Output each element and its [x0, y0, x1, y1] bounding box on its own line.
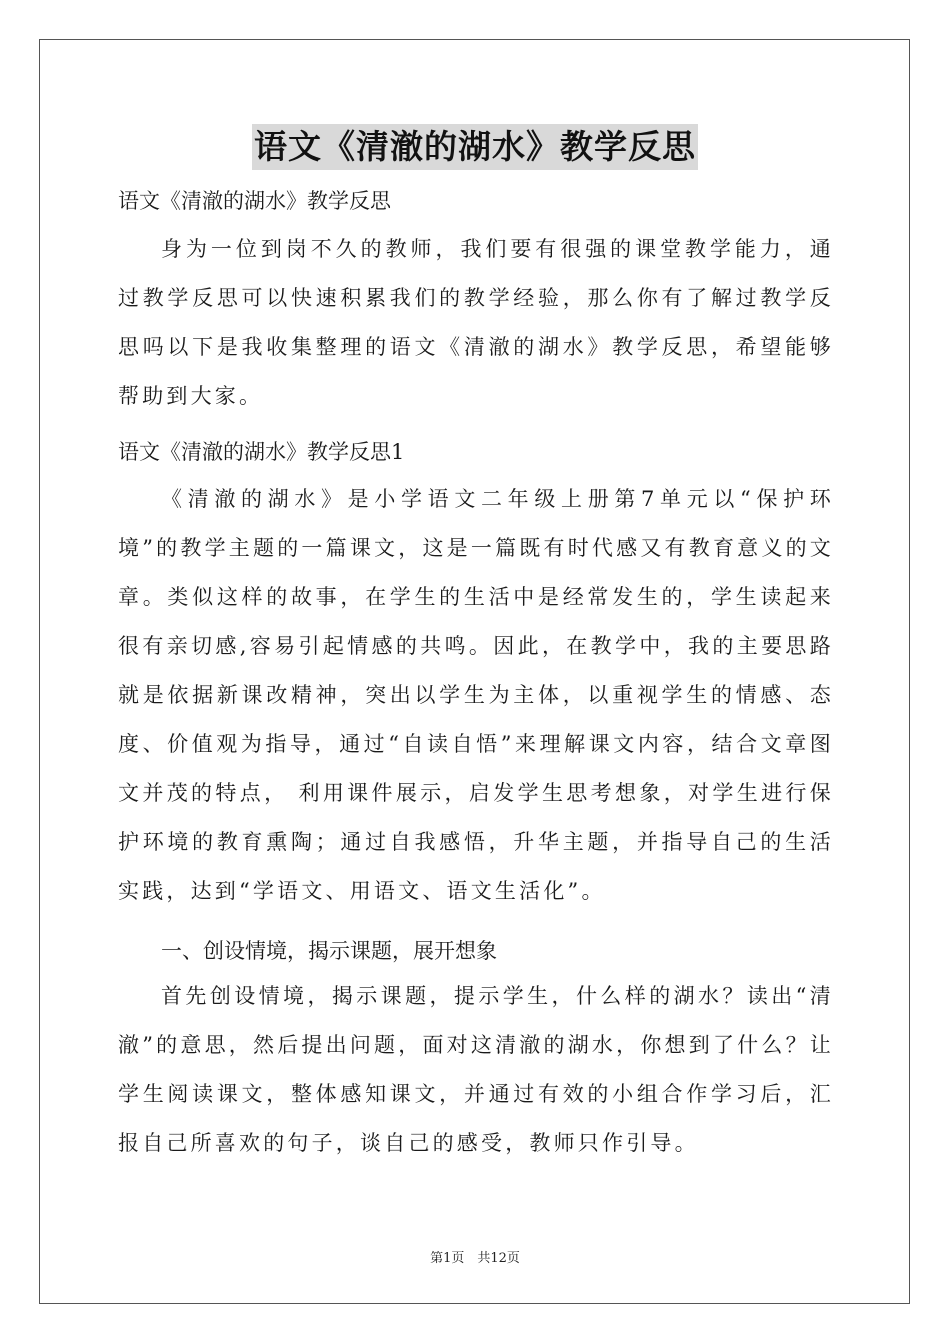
body-paragraph: 《清澈的湖水》是小学语文二年级上册第7单元以“保护环境”的教学主题的一篇课文，这是一篇既有时代感又有教育意义的文章。类似这样的故事，在学生的生活中是经常发生的，学生读起来很有亲切感,容易引起情感的共鸣。因此，在教学中，我的主要思路就是依据新课改精神，突出以学生为主体，以重视学生的情感、态度、价值观为指导，通过“自读自悟”来理解课文内容，结合文章图文并茂的特点， 利用课件展示，启发学生思考想象，对学生进行保护环境的教育熏陶；通过自我感悟，升华主题，并指导自己的生活实践，达到“学语文、用语文、语文生活化”。 — [118, 487, 834, 903]
subheading-one: 一、创设情境，揭示课题，展开想象 — [161, 939, 497, 963]
intro-paragraph: 身为一位到岗不久的教师，我们要有很强的课堂教学能力，通过教学反思可以快速积累我们的教学经验，那么你有了解过教学反思吗以下是我收集整理的语文《清澈的湖水》教学反思，希望能够帮助到大家。 — [118, 237, 834, 408]
title-container — [0, 124, 950, 170]
document-subtitle: 语文《清澈的湖水》教学反思 — [118, 189, 391, 213]
body-paragraph-two: 首先创设情境，揭示课题，提示学生，什么样的湖水？读出“清澈”的意思，然后提出问题，面对这清澈的湖水，你想到了什么？让学生阅读课文，整体感知课文，并通过有效的小组合作学习后，汇报自己所喜欢的句子，谈自己的感受，教师只作引导。 — [118, 984, 834, 1155]
document-title: 语文《清澈的湖水》教学反思 — [252, 124, 698, 170]
page-footer: 第1页 共12页 — [430, 1251, 520, 1266]
section-heading: 语文《清澈的湖水》教学反思1 — [118, 440, 405, 464]
